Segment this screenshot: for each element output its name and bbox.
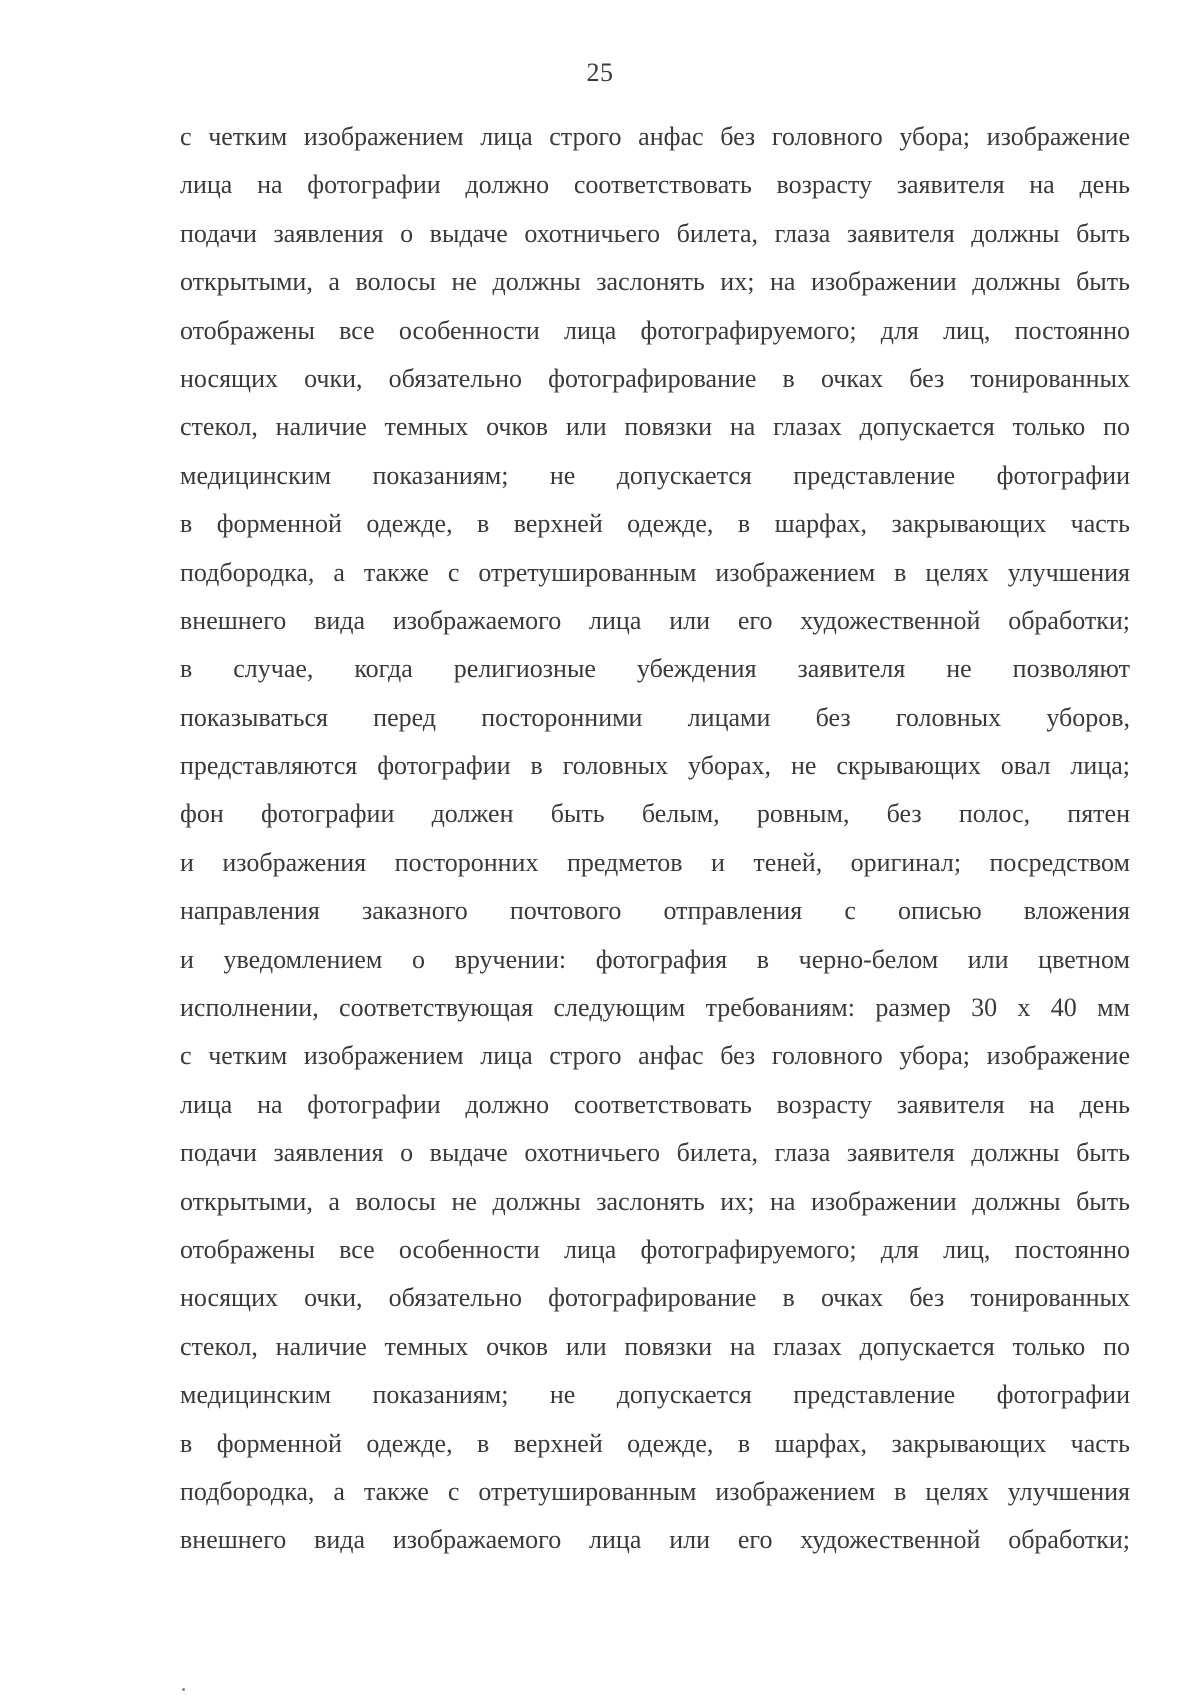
text-line: лица на фотографии должно соответствовать возрасту заявителя на день	[180, 170, 1130, 200]
text-line: открытыми, а волосы не должны заслонять их; на изображении должны быть	[180, 267, 1130, 297]
text-line: открытыми, а волосы не должны заслонять их; на изображении должны быть	[180, 1186, 1130, 1216]
scan-speck	[182, 1688, 185, 1691]
text-line: фон фотографии должен быть белым, ровным, без полос, пятен	[180, 799, 1130, 829]
text-line: отображены все особенности лица фотографируемого; для лиц, постоянно	[180, 1234, 1130, 1264]
text-line: с четким изображением лица строго анфас без головного убора; изображение	[180, 1041, 1130, 1071]
text-line: стекол, наличие темных очков или повязки на глазах допускается только по	[180, 1331, 1130, 1361]
text-line: в случае, когда религиозные убеждения заявителя не позволяют	[180, 654, 1130, 684]
text-line: направления заказного почтового отправления с описью вложения	[180, 896, 1130, 926]
body-text	[180, 113, 1130, 1565]
text-line: медицинским показаниям; не допускается представление фотографии	[180, 1380, 1130, 1410]
text-line: в форменной одежде, в верхней одежде, в шарфах, закрывающих часть	[180, 1428, 1130, 1458]
text-line: и изображения посторонних предметов и теней, оригинал; посредством	[180, 847, 1130, 877]
text-line: подбородка, а также с отретушированным изображением в целях улучшения	[180, 557, 1130, 587]
text-line: внешнего вида изображаемого лица или его художественной обработки;	[180, 1525, 1130, 1555]
text-line: подачи заявления о выдаче охотничьего билета, глаза заявителя должны быть	[180, 1138, 1130, 1168]
text-line: лица на фотографии должно соответствовать возрасту заявителя на день	[180, 1089, 1130, 1119]
text-line: с четким изображением лица строго анфас без головного убора; изображение	[180, 122, 1130, 151]
text-line: отображены все особенности лица фотографируемого; для лиц, постоянно	[180, 315, 1130, 345]
text-line: в форменной одежде, в верхней одежде, в шарфах, закрывающих часть	[180, 509, 1130, 539]
text-line: исполнении, соответствующая следующим требованиям: размер 30 x 40 мм	[180, 993, 1130, 1023]
text-line: и уведомлением о вручении: фотография в черно-белом или цветном	[180, 944, 1130, 974]
text-line: носящих очки, обязательно фотографирование в очках без тонированных	[180, 1283, 1130, 1313]
text-line: подбородка, а также с отретушированным изображением в целях улучшения	[180, 1476, 1130, 1506]
text-line: стекол, наличие темных очков или повязки на глазах допускается только по	[180, 412, 1130, 442]
text-line: носящих очки, обязательно фотографирование в очках без тонированных	[180, 363, 1130, 393]
text-line: показываться перед посторонними лицами без головных уборов,	[180, 702, 1130, 732]
text-line: подачи заявления о выдаче охотничьего билета, глаза заявителя должны быть	[180, 218, 1130, 248]
text-line: внешнего вида изображаемого лица или его художественной обработки;	[180, 605, 1130, 635]
text-line: медицинским показаниям; не допускается представление фотографии	[180, 460, 1130, 490]
page-number: 25	[586, 58, 614, 87]
text-line: представляются фотографии в головных уборах, не скрывающих овал лица;	[180, 751, 1130, 781]
